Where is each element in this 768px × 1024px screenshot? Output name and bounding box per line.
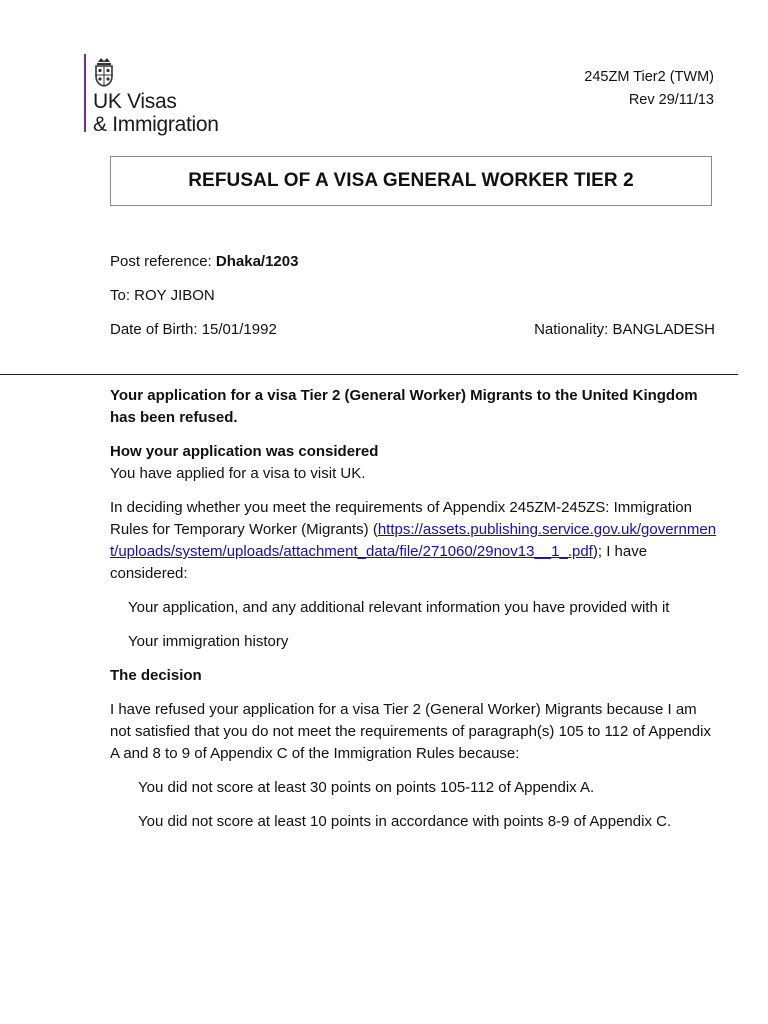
immigration-rules-link[interactable]: https://assets.publishing.service.gov.uk/government/uploads/system/uploads/attachment_data/file/271060/29nov13__1_.pdf <box>110 521 717 560</box>
royal-crest-icon <box>92 56 116 88</box>
consideration-section <box>110 441 720 485</box>
form-reference <box>584 66 714 112</box>
post-reference <box>110 252 298 272</box>
section-divider <box>0 374 738 375</box>
form-revision: Rev 29/11/13 <box>628 92 714 108</box>
logo-bar <box>84 54 86 132</box>
post-reference-label: Post reference: <box>110 253 212 270</box>
reason-appendix-a: You did not score at least 30 points on points 105-112 of Appendix A. <box>138 779 595 796</box>
date-of-birth: Date of Birth: 15/01/1992 <box>110 321 277 338</box>
consideration-heading: How your application was considered <box>110 443 379 460</box>
deciding-text-before: In deciding whether you meet the requirements of Appendix 245ZM-245ZS: Immigration Rules for Temporary Worker (Migrants) ( <box>110 499 692 538</box>
post-reference-value: Dhaka/1203 <box>215 253 299 270</box>
deciding-paragraph <box>110 497 720 585</box>
reason-appendix-c: You did not score at least 10 points in accordance with points 8-9 of Appendix C. <box>138 813 672 830</box>
letter-body <box>110 385 720 845</box>
considered-item-history: Your immigration history <box>128 633 289 650</box>
deciding-text-after: ); I have considered: <box>110 543 648 582</box>
decision-heading: The decision <box>110 667 202 684</box>
form-code: 245ZM Tier2 (TWM) <box>584 69 714 85</box>
logo-line-2: & Immigration <box>93 113 219 136</box>
document-title: REFUSAL OF A VISA GENERAL WORKER TIER 2 <box>110 156 712 206</box>
recipient: To: ROY JIBON <box>110 287 215 304</box>
consideration-text: You have applied for a visa to visit UK. <box>110 465 366 482</box>
decision-text: I have refused your application for a visa Tier 2 (General Worker) Migrants because I am not satisfied that you do not meet the requirements of paragraph(s) 105 to 112 of Appendix A and 8 to 9 of Appendix C of the Immigration Rules because: <box>110 701 711 762</box>
refusal-statement: Your application for a visa Tier 2 (General Worker) Migrants to the United Kingdom has been refused. <box>110 387 698 426</box>
considered-item-application: Your application, and any additional relevant information you have provided with it <box>128 599 670 616</box>
nationality: Nationality: BANGLADESH <box>534 321 715 338</box>
logo-line-1: UK Visas <box>93 90 177 113</box>
agency-logo <box>93 90 219 136</box>
